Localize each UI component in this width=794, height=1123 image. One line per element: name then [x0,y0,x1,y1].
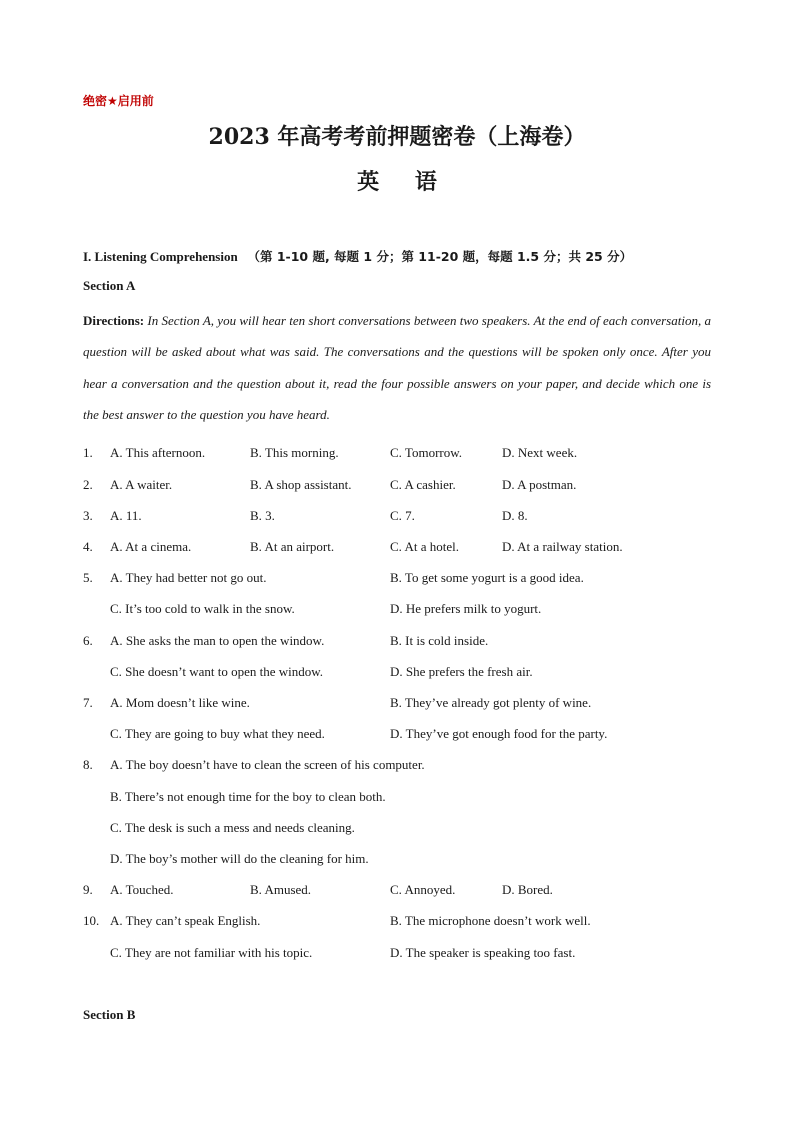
question-1-option-b: B. This morning. [250,445,339,460]
question-2-number: 2. [83,477,93,492]
question-1-number: 1. [83,445,93,460]
question-5-number: 5. [83,570,93,585]
part1-heading [83,247,632,265]
question-3-option-d: D. 8. [502,508,528,523]
confidential-label: 绝密★启用前 [83,94,154,108]
question-5-option-a: A. They had better not go out. [110,570,267,585]
question-7-option-b: B. They’ve already got plenty of wine. [390,695,592,710]
question-2-option-d: D. A postman. [502,477,577,492]
question-4-option-c: C. At a hotel. [390,539,459,554]
section-a-title: Section A [83,278,136,293]
question-1-option-d: D. Next week. [502,445,578,460]
question-9-option-d: D. Bored. [502,882,553,897]
question-6-option-b: B. It is cold inside. [390,633,489,648]
question-4-number: 4. [83,539,93,554]
question-7-option-d: D. They’ve got enough food for the party. [390,726,608,741]
question-3-option-a: A. 11. [110,508,142,523]
question-5-option-c: C. It’s too cold to walk in the snow. [110,601,295,616]
question-4-option-a: A. At a cinema. [110,539,192,554]
question-2-option-b: B. A shop assistant. [250,477,352,492]
question-4-option-d: D. At a railway station. [502,539,623,554]
question-1-option-a: A. This afternoon. [110,445,206,460]
question-10-number: 10. [83,913,100,928]
question-3-option-b: B. 3. [250,508,275,523]
section-a-directions [83,305,711,430]
question-6-option-d: D. She prefers the fresh air. [390,664,533,679]
question-6-number: 6. [83,633,93,648]
question-6-option-c: C. She doesn’t want to open the window. [110,664,324,679]
question-5-option-b: B. To get some yogurt is a good idea. [390,570,584,585]
exam-subject: 英 语 [357,169,451,195]
question-9-number: 9. [83,882,93,897]
question-7-option-a: A. Mom doesn’t like wine. [110,695,250,710]
question-4-option-b: B. At an airport. [250,539,335,554]
exam-title: 2023 年高考考前押题密卷（上海卷） [208,124,586,150]
directions-text: In Section A, you will hear ten short conversations between two speakers. At the end of each conversation, a question will be asked about what was said. The conversations and the questions will be spoken only once. After you hear a conversation and the question about it, read the four possible answers on your paper, and decide which one is the best answer to the question you have heard. [83,313,711,422]
question-8-option-d: D. The boy’s mother will do the cleaning for him. [110,851,369,866]
question-8-option-a: A. The boy doesn’t have to clean the screen of his computer. [110,757,425,772]
question-9-option-b: B. Amused. [250,882,312,897]
part1-score-note: （第 1-10 题, 每题 1 分；第 11-20 题，每题 1.5 分；共 25 分） [247,249,633,264]
question-10-option-a: A. They can’t speak English. [110,913,261,928]
question-2-option-a: A. A waiter. [110,477,173,492]
part1-title: I. Listening Comprehension [83,249,238,264]
question-1-option-c: C. Tomorrow. [390,445,463,460]
question-8-option-b: B. There’s not enough time for the boy to clean both. [110,789,386,804]
question-10-option-d: D. The speaker is speaking too fast. [390,945,576,960]
question-6-option-a: A. She asks the man to open the window. [110,633,325,648]
question-9-option-a: A. Touched. [110,882,174,897]
question-3-option-c: C. 7. [390,508,415,523]
question-10-option-b: B. The microphone doesn’t work well. [390,913,591,928]
directions-label: Directions: [83,313,145,328]
question-8-number: 8. [83,757,93,772]
question-7-number: 7. [83,695,93,710]
question-3-number: 3. [83,508,93,523]
question-8-option-c: C. The desk is such a mess and needs cleaning. [110,820,355,835]
question-7-option-c: C. They are going to buy what they need. [110,726,325,741]
question-9-option-c: C. Annoyed. [390,882,456,897]
section-b-title: Section B [83,1007,136,1022]
question-5-option-d: D. He prefers milk to yogurt. [390,601,542,616]
question-10-option-c: C. They are not familiar with his topic. [110,945,313,960]
question-2-option-c: C. A cashier. [390,477,456,492]
